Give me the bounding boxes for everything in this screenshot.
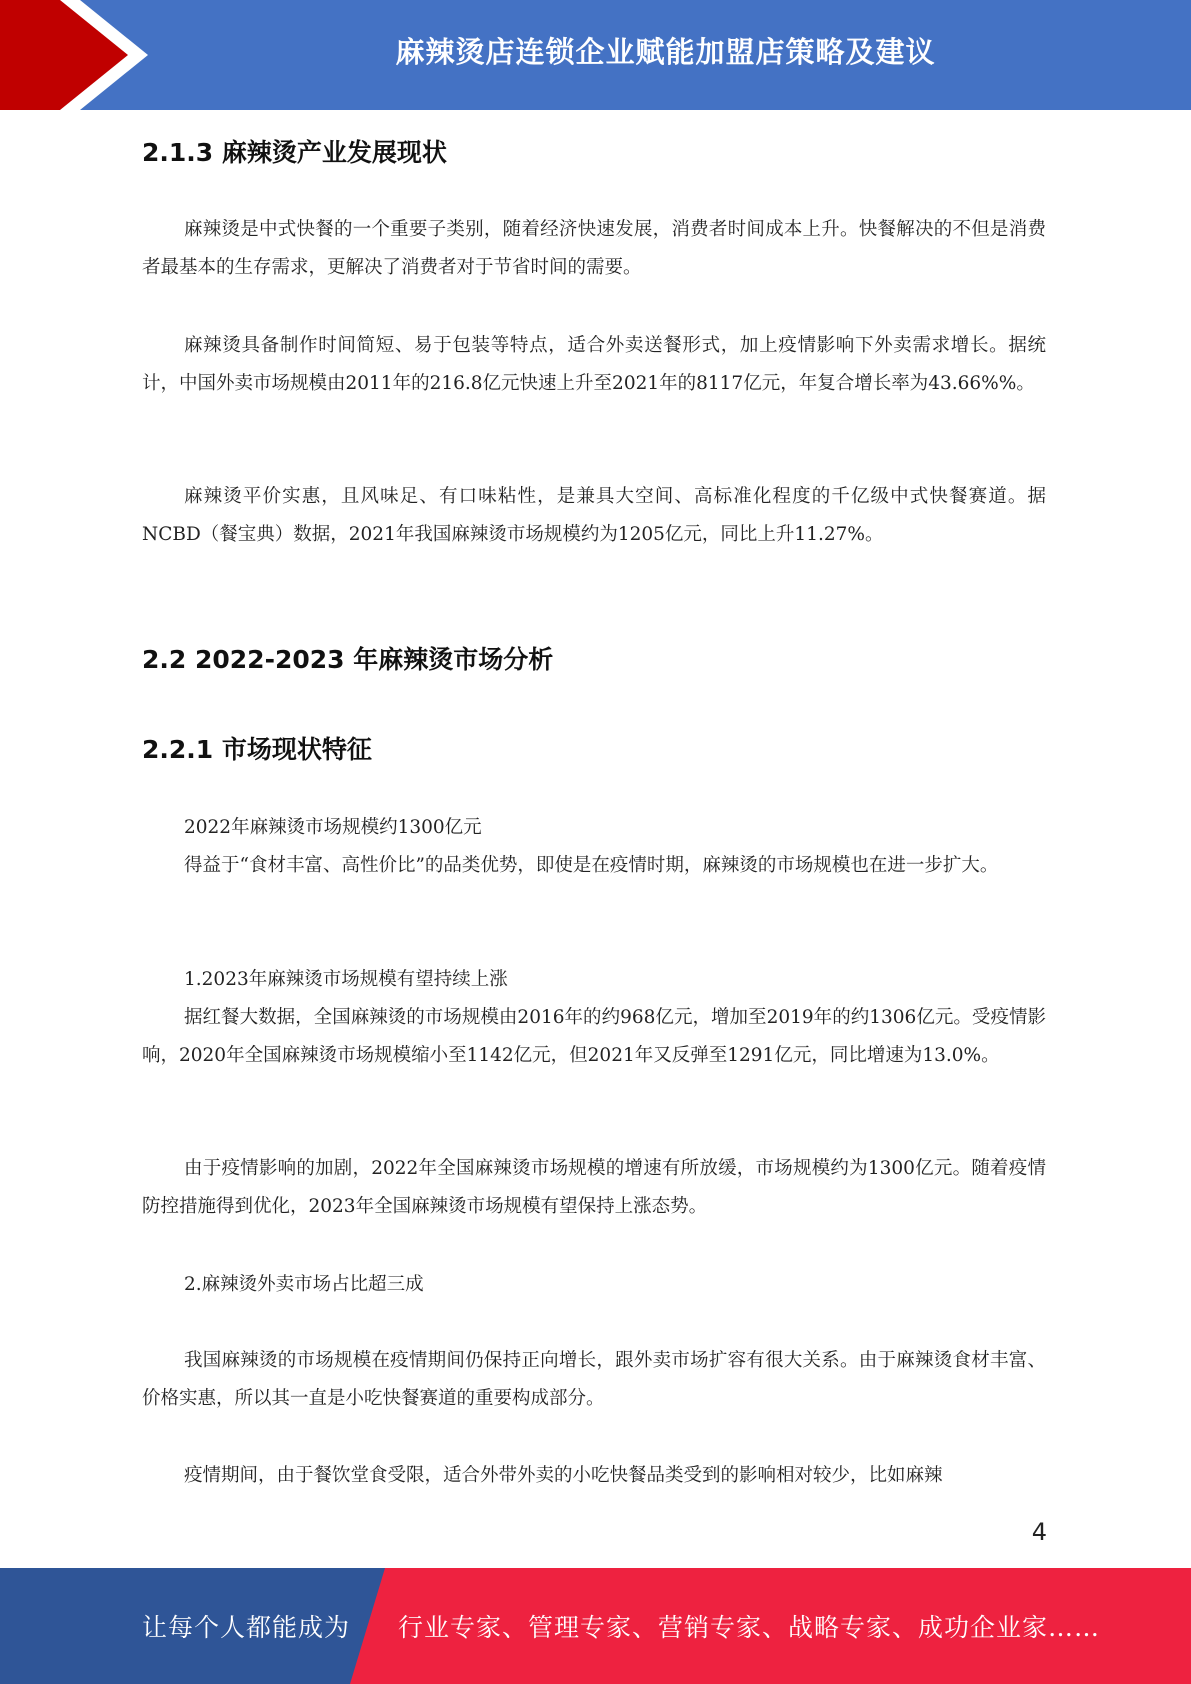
- list-item: 2.麻辣烫外卖市场占比超三成: [184, 1274, 424, 1295]
- paragraph: 麻辣烫具备制作时间简短、易于包装等特点，适合外卖送餐形式，加上疫情影响下外卖需求增长。据统计，中国外卖市场规模由2011年的216.8亿元快速上升至2021年的8117亿元，年复合增长率为43.66%%。: [142, 335, 1046, 394]
- page-header: [0, 0, 1191, 110]
- header-title: 麻辣烫店连锁企业赋能加盟店策略及建议: [395, 34, 936, 69]
- paragraph: 据红餐大数据，全国麻辣烫的市场规模由2016年的约968亿元，增加至2019年的约1306亿元。受疫情影响，2020年全国麻辣烫市场规模缩小至1142亿元，但2021年又反弹至1291亿元，同比增速为13.0%。: [142, 1007, 1046, 1066]
- section-heading-2-1-3: 2.1.3 麻辣烫产业发展现状: [142, 138, 447, 167]
- paragraph: 我国麻辣烫的市场规模在疫情期间仍保持正向增长，跟外卖市场扩容有很大关系。由于麻辣烫食材丰富、价格实惠，所以其一直是小吃快餐赛道的重要构成部分。: [142, 1350, 1046, 1409]
- page-footer: [0, 1568, 1191, 1684]
- paragraph: 由于疫情影响的加剧，2022年全国麻辣烫市场规模的增速有所放缓，市场规模约为1300亿元。随着疫情防控措施得到优化，2023年全国麻辣烫市场规模有望保持上涨态势。: [142, 1158, 1046, 1217]
- list-item: 1.2023年麻辣烫市场规模有望持续上涨: [184, 969, 508, 990]
- page-number: 4: [1031, 1518, 1047, 1546]
- footer-slogan-right: 行业专家、管理专家、营销专家、战略专家、成功企业家……: [398, 1613, 1101, 1642]
- text-line: 2022年麻辣烫市场规模约1300亿元: [184, 817, 482, 838]
- section-heading-2-2: 2.2 2022-2023 年麻辣烫市场分析: [142, 645, 554, 674]
- section-heading-2-2-1: 2.2.1 市场现状特征: [142, 735, 372, 764]
- paragraph: 疫情期间，由于餐饮堂食受限，适合外带外卖的小吃快餐品类受到的影响相对较少，比如麻辣: [184, 1465, 943, 1486]
- paragraph: 得益于“食材丰富、高性价比”的品类优势，即使是在疫情时期，麻辣烫的市场规模也在进一步扩大。: [184, 855, 999, 876]
- paragraph: 麻辣烫是中式快餐的一个重要子类别，随着经济快速发展，消费者时间成本上升。快餐解决的不但是消费者最基本的生存需求，更解决了消费者对于节省时间的需要。: [142, 219, 1046, 278]
- paragraph: 麻辣烫平价实惠，且风味足、有口味粘性，是兼具大空间、高标准化程度的千亿级中式快餐赛道。据NCBD（餐宝典）数据，2021年我国麻辣烫市场规模约为1205亿元，同比上升11.27%。: [142, 486, 1046, 545]
- footer-slogan-left: 让每个人都能成为: [142, 1613, 351, 1642]
